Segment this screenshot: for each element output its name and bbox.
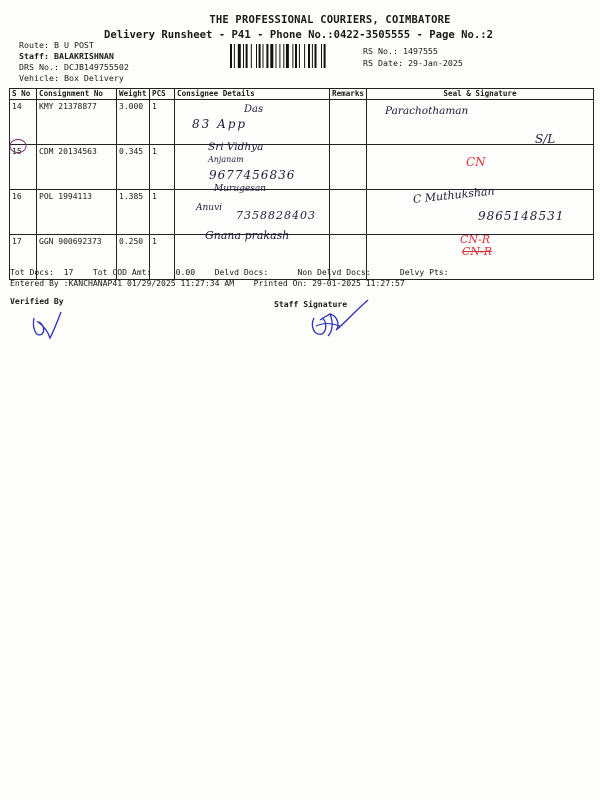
- handwritten-consignee-line: Anjanam: [208, 155, 244, 164]
- sno-cell: 15: [10, 145, 37, 190]
- barcode-bar: [270, 44, 273, 68]
- vehicle-label: Vehicle: Box Delivery: [19, 73, 124, 83]
- weight-cell: 0.345: [117, 145, 150, 190]
- column-header: Seal & Signature: [367, 89, 594, 100]
- barcode-bar: [259, 44, 261, 68]
- rs-number: RS No.: 1497555: [363, 46, 438, 56]
- barcode-bar: [321, 44, 322, 68]
- barcode-bar: [279, 44, 280, 68]
- weight-cell: 0.250: [117, 235, 150, 280]
- pcs-cell: 1: [150, 190, 175, 235]
- staff-signature-label: Staff Signature: [274, 299, 348, 309]
- pcs-cell: 1: [150, 100, 175, 145]
- barcode-bar: [251, 44, 252, 68]
- verified-by-label: Verified By: [10, 296, 64, 306]
- column-header: PCS: [150, 89, 175, 100]
- barcode-bar: [286, 44, 289, 68]
- pcs-cell: 1: [150, 235, 175, 280]
- consignment-cell: KMY 21378877: [37, 100, 117, 145]
- sno-cell: 16: [10, 190, 37, 235]
- barcode-bar: [292, 44, 293, 68]
- sno-cell: 17: [10, 235, 37, 280]
- remarks-cell: [330, 190, 367, 235]
- remarks-cell: [330, 100, 367, 145]
- weight-cell: 3.000: [117, 100, 150, 145]
- staff-label: Staff: BALAKRISHNAN: [19, 51, 114, 61]
- barcode-bar: [266, 44, 268, 68]
- handwritten-consignee-line: Gnana prakash: [205, 229, 290, 242]
- barcode-bar: [295, 44, 297, 68]
- document-title: THE PROFESSIONAL COURIERS, COIMBATORE: [209, 14, 451, 26]
- barcode-bar: [304, 44, 305, 68]
- handwritten-consignee-line: Das: [244, 104, 264, 115]
- table-row: [10, 100, 594, 145]
- column-header: Consignee Details: [175, 89, 330, 100]
- barcode-bar: [324, 44, 326, 68]
- circled-mark-icon: [8, 137, 28, 157]
- barcode-bar: [246, 44, 248, 68]
- handwritten-consignee-line: 9677456836: [209, 168, 296, 182]
- runsheet-subtitle: Delivery Runsheet - P41 - Phone No.:0422-3505555 - Page No.:2: [104, 29, 494, 41]
- table-row: [10, 145, 594, 190]
- barcode-image: [230, 44, 354, 68]
- consignment-cell: CDM 20134563: [37, 145, 117, 190]
- handwritten-seal-line: 9865148531: [478, 209, 565, 223]
- barcode-bar: [243, 44, 244, 68]
- barcode-bar: [238, 44, 241, 68]
- barcode-bar: [308, 44, 310, 68]
- barcode-bar: [283, 44, 284, 68]
- remarks-cell: [330, 145, 367, 190]
- handwritten-seal-line: S/L: [535, 132, 556, 146]
- column-header: Weight: [117, 89, 150, 100]
- consignment-cell: GGN 900692373: [37, 235, 117, 280]
- handwritten-consignee-line: 83 App: [192, 117, 248, 131]
- barcode-bar: [263, 44, 264, 68]
- handwritten-seal-line: Parachothaman: [385, 105, 469, 117]
- barcode-bar: [276, 44, 277, 68]
- barcode-bar: [312, 44, 313, 68]
- handwritten-seal-line: CN: [466, 155, 486, 169]
- route-label: Route: B U POST: [19, 40, 94, 50]
- table-header-row: [10, 89, 594, 100]
- sno-cell: 14: [10, 100, 37, 145]
- handwritten-consignee-line: Anuvi: [196, 203, 223, 213]
- handwritten-consignee-line: Murugesan: [214, 184, 266, 194]
- barcode-bar: [230, 44, 232, 68]
- pcs-cell: 1: [150, 145, 175, 190]
- staff-signature-image: [300, 296, 372, 342]
- rs-date: RS Date: 29-Jan-2025: [363, 58, 463, 68]
- handwritten-consignee-line: 7358828403: [236, 209, 316, 222]
- runsheet-table: [9, 88, 594, 280]
- totals-line: Tot Docs: 17 Tot COD Amt: 0.00 Delvd Docs: Non Delvd Docs: Delvy Pts:: [10, 267, 449, 277]
- verifier-signature-image: [28, 308, 64, 342]
- column-header: Remarks: [330, 89, 367, 100]
- consignment-cell: POL 1994113: [37, 190, 117, 235]
- column-header: Consignment No: [37, 89, 117, 100]
- handwritten-seal-line: CN-R: [462, 245, 493, 258]
- barcode-bar: [234, 44, 235, 68]
- entered-by-line: Entered By :KANCHANAP41 01/29/2025 11:27:34 AM Printed On: 29-01-2025 11:27:57: [10, 278, 405, 288]
- handwritten-consignee-line: Sri Vidhya: [208, 141, 264, 153]
- barcode-bar: [315, 44, 317, 68]
- drs-number: DRS No.: DCJB149755502: [19, 62, 129, 72]
- weight-cell: 1.385: [117, 190, 150, 235]
- handwritten-seal-line: C Muthukshan: [412, 184, 496, 206]
- column-header: S No: [10, 89, 37, 100]
- barcode-bar: [299, 44, 300, 68]
- barcode-bar: [256, 44, 257, 68]
- handwritten-seal-line: CN-R: [460, 233, 491, 246]
